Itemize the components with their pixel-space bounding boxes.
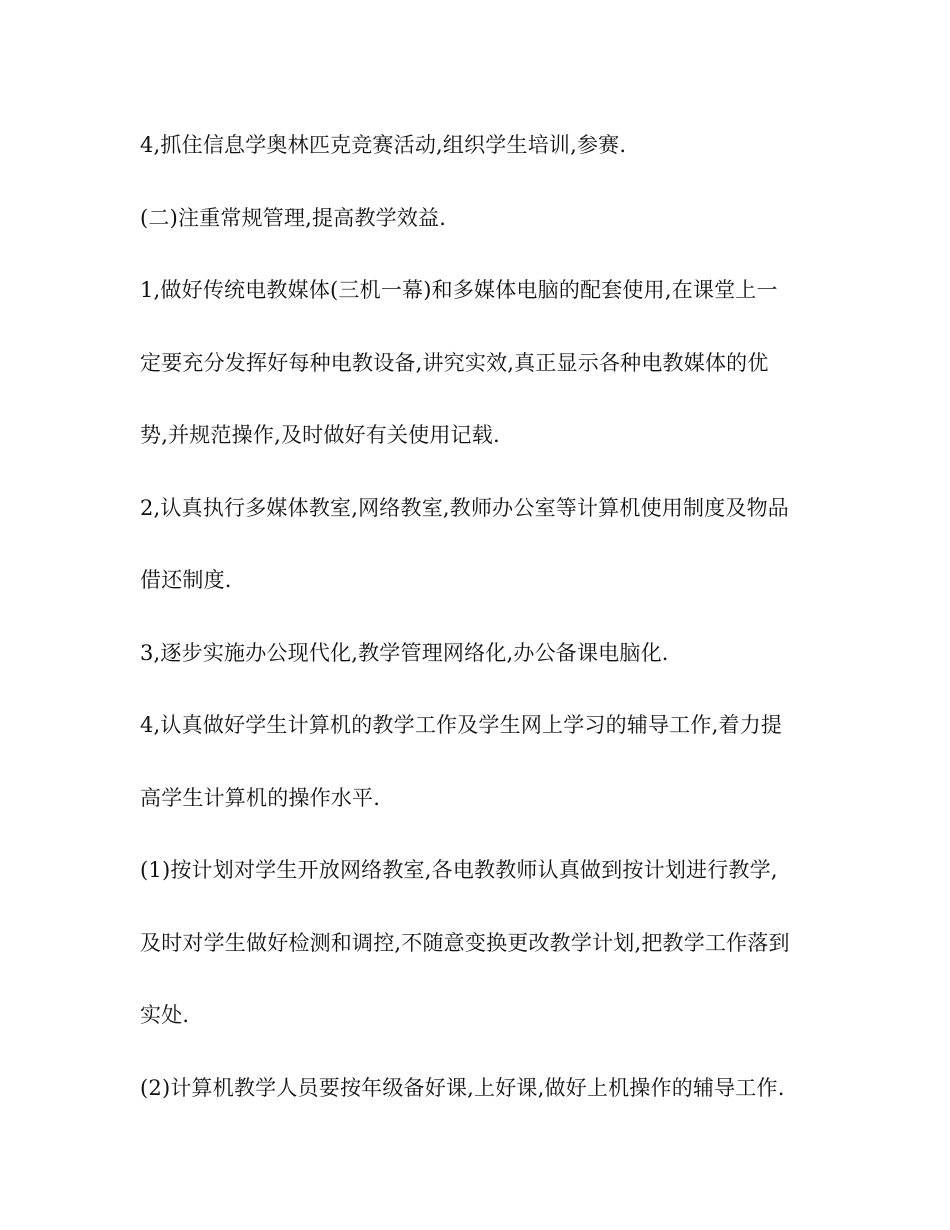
text-line-item-2-part-1: 2,认真执行多媒体教室,网络教室,教师办公室等计算机使用制度及物品 [140, 495, 789, 520]
text-line-item-2-part-2: 借还制度. [140, 568, 232, 592]
text-line-item-4-part-1: 4,认真做好学生计算机的教学工作及学生网上学习的辅导工作,着力提 [140, 713, 783, 737]
text-line-item-4-olympiad: 4,抓住信息学奥林匹克竞赛活动,组织学生培训,参赛. [140, 133, 627, 157]
text-line-item-1-part-2: 定要充分发挥好每种电教设备,讲究实效,真正显示各种电教媒体的优 [140, 350, 769, 375]
text-line-item-1-part-3: 势,并规范操作,及时做好有关使用记载. [140, 423, 500, 447]
text-line-item-4-part-2: 高学生计算机的操作水平. [140, 785, 381, 810]
text-line-item-1-part-1: 1,做好传统电教媒体(三机一幕)和多媒体电脑的配套使用,在课堂上一 [140, 278, 778, 302]
document-body [140, 126, 830, 1141]
text-line-sub-1-part-3: 实处. [140, 1003, 190, 1027]
section-heading-routine-management: (二)注重常规管理,提高教学效益. [140, 205, 447, 230]
text-line-item-3: 3,逐步实施办公现代化,教学管理网络化,办公备课电脑化. [140, 640, 669, 665]
text-line-sub-1-part-1: (1)按计划对学生开放网络教室,各电教教师认真做到按计划进行教学, [140, 858, 778, 882]
text-line-sub-2: (2)计算机教学人员要按年级备好课,上好课,做好上机操作的辅导工作. [140, 1075, 785, 1100]
text-line-sub-1-part-2: 及时对学生做好检测和调控,不随意变换更改教学计划,把教学工作落到 [140, 930, 790, 955]
